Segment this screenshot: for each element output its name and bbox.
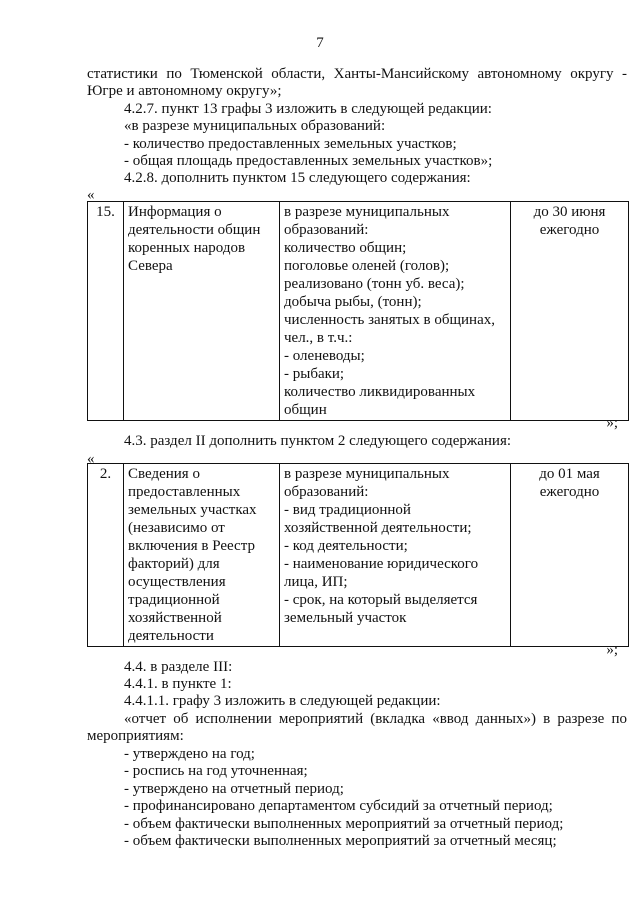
table-cell-content: в разрезе муниципальных образований: количество общин; поголовье оленей (голов); реализовано (тонн уб. веса); добыча рыбы, (тонн); численность занятых в общинах, чел., в т.ч.: - оленеводы; - рыбаки; количество ликвидированных общин: [280, 202, 511, 421]
table-row: [88, 464, 629, 647]
table-item-15: [87, 201, 629, 421]
section-4-2-7-heading: 4.2.7. пункт 13 графы 3 изложить в следующей редакции:: [124, 101, 492, 117]
close-quote: »;: [606, 642, 618, 658]
section-4-2-7-line: «в разрезе муниципальных образований:: [124, 118, 386, 134]
list-item: - объем фактически выполненных мероприятий за отчетный период;: [124, 816, 564, 832]
table-cell-name: Информация о деятельности общин коренных народов Севера: [124, 202, 280, 421]
section-4-4-1-heading: 4.4.1. в пункте 1:: [124, 676, 232, 692]
list-item: - профинансировано департаментом субсидий за отчетный период;: [124, 798, 553, 814]
section-4-2-8-heading: 4.2.8. дополнить пунктом 15 следующего содержания:: [124, 170, 471, 186]
table-cell-name: Сведения о предоставленных земельных участках (независимо от включения в Реестр факторий) для осуществления традиционной хозяйственной деятельности: [124, 464, 280, 647]
table-cell-number: 15.: [88, 202, 124, 421]
quote-line-1: «отчет об исполнении мероприятий (вкладка «ввод данных») в разрезе по: [124, 711, 627, 727]
close-quote: »;: [606, 415, 618, 431]
table-cell-deadline: до 30 июня ежегодно: [511, 202, 629, 421]
table-row: [88, 202, 629, 421]
table-cell-deadline: до 01 мая ежегодно: [511, 464, 629, 647]
table-cell-number: 2.: [88, 464, 124, 647]
section-4-3-heading: 4.3. раздел II дополнить пунктом 2 следующего содержания:: [124, 433, 512, 449]
page-number: 7: [316, 35, 324, 51]
table-item-2: [87, 463, 629, 647]
table-cell-content: в разрезе муниципальных образований: - вид традиционной хозяйственной деятельности; - код деятельности; - наименование юридического лица, ИП; - срок, на который выделяется земельный участок: [280, 464, 511, 647]
list-item: - объем фактически выполненных мероприятий за отчетный месяц;: [124, 833, 557, 849]
section-4-2-7-line: - общая площадь предоставленных земельных участков»;: [124, 153, 493, 169]
section-4-2-7-line: - количество предоставленных земельных участков;: [124, 136, 457, 152]
section-4-4-1-1-heading: 4.4.1.1. графу 3 изложить в следующей редакции:: [124, 693, 441, 709]
open-quote: «: [87, 187, 95, 203]
list-item: - утверждено на отчетный период;: [124, 781, 344, 797]
quote-line-2: мероприятиям:: [87, 728, 184, 744]
intro-line-1: статистики по Тюменской области, Ханты-Мансийскому автономному округу -: [87, 66, 627, 82]
open-quote: «: [87, 451, 95, 467]
list-item: - утверждено на год;: [124, 746, 255, 762]
section-4-4-heading: 4.4. в разделе III:: [124, 659, 233, 675]
intro-line-2: Югре и автономному округу»;: [87, 83, 282, 99]
list-item: - роспись на год уточненная;: [124, 763, 308, 779]
